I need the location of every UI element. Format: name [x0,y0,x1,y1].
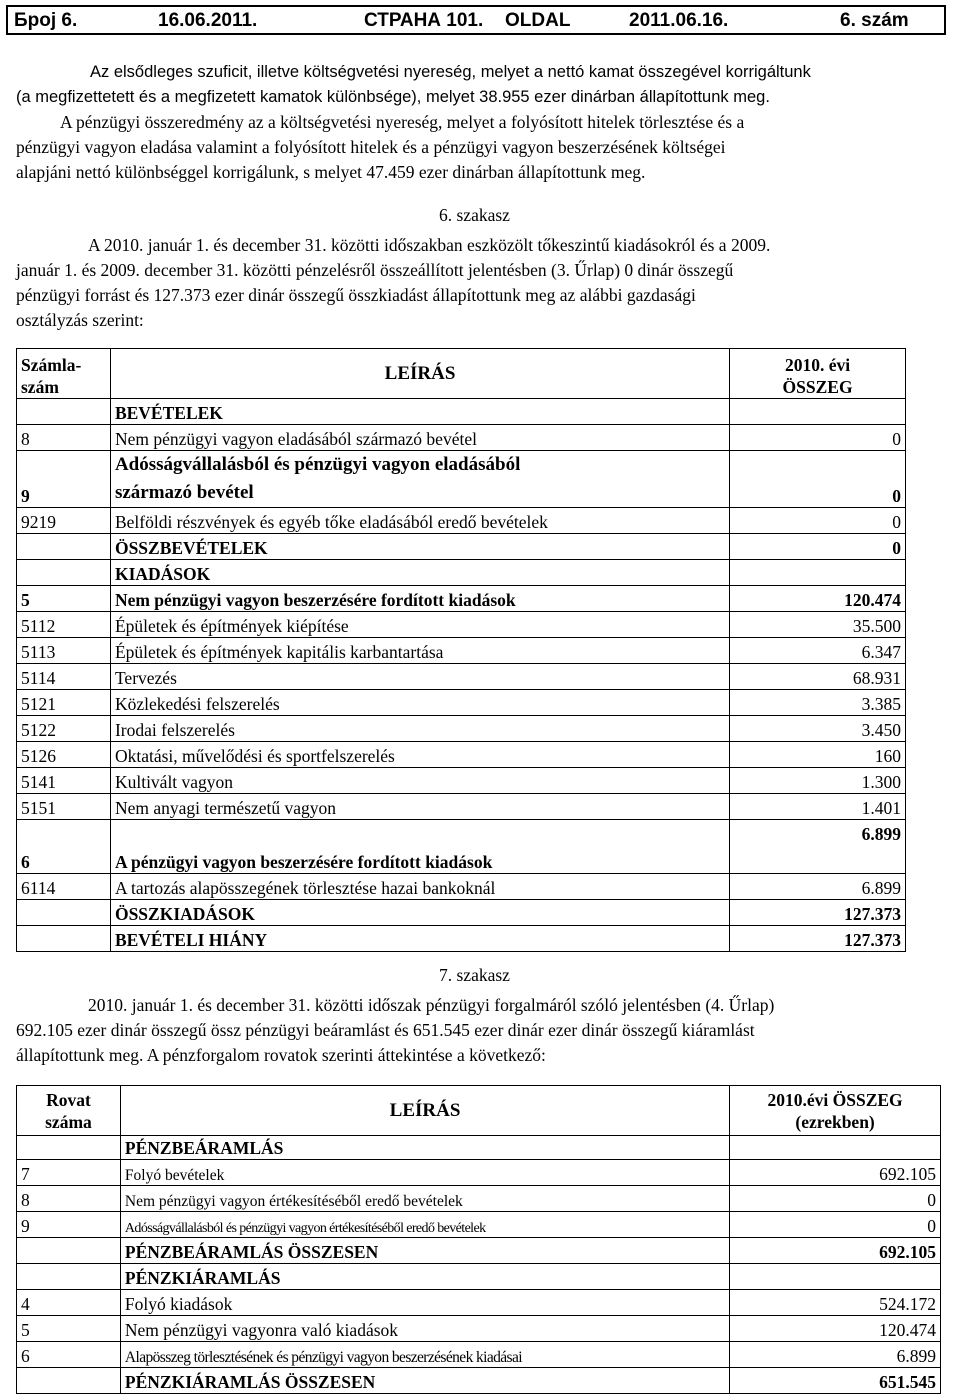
table-row: 5112 Épületek és építmények kiépítése 35.500 [17,612,906,638]
date-hu: 2011.06.16. [629,10,729,31]
page-label-hu: OLDAL [505,10,571,31]
table-row: 6114 A tartozás alapösszegének törlesztése hazai bankoknál 6.899 [17,874,906,900]
intro-paragraph [16,60,952,185]
table-row: BEVÉTELI HIÁNY 127.373 [17,926,906,952]
table-row [17,1136,941,1160]
table-row: 8 Nem pénzügyi vagyon eladásából származó bevétel 0 [17,425,906,451]
table-row [17,1264,941,1290]
header-description: LEÍRÁS [110,349,729,399]
header-amount: 2010.évi ÖSSZEG (ezrekben) [730,1086,941,1136]
intro-line: alapjáni nettó különbséggel korrigálunk, s melyet 47.459 ezer dinárban állapítottunk meg. [16,162,646,182]
table-row: PÉNZBEÁRAMLÁS ÖSSZESEN 692.105 [17,1238,941,1264]
header-account: Számla- szám [17,349,111,399]
section-7-line: állapítottunk meg. A pénzforgalom rovatok szerinti áttekintése a következő: [16,1045,546,1065]
table-row: 6 A pénzügyi vagyon beszerzésére fordított kiadások 6.899 [17,820,906,874]
expenditures-heading: KIADÁSOK [110,560,729,586]
table-row: 4 Folyó kiadások 524.172 [17,1290,941,1316]
table-row: 9 Adósságvállalásból és pénzügyi vagyon eladásából származó bevétel 0 [17,451,906,508]
table-row: PÉNZKIÁRAMLÁS ÖSSZESEN 651.545 [17,1368,941,1394]
header-description: LEÍRÁS [120,1086,729,1136]
table-row: 8 Nem pénzügyi vagyon értékesítéséből eredő bevételek 0 [17,1186,941,1212]
section-6-title: 6. szakasz [439,205,510,225]
page-header [6,5,946,35]
section-7-line: 2010. január 1. és december 31. közötti időszak pénzügyi forgalmáról szóló jelentésben (4. Űrlap) [88,995,775,1015]
expenditure-table [16,348,906,952]
section-7-title: 7. szakasz [439,965,510,985]
header-amount: 2010. évi ÖSSZEG [730,349,906,399]
intro-line: Az elsődleges szuficit, illetve költségvetési nyereség, melyet a nettó kamat összegével korrigáltunk [90,63,811,81]
table-row: 7 Folyó bevételek 692.105 [17,1160,941,1186]
table-row: 9 Adósságvállalásból és pénzügyi vagyon értékesítéséből eredő bevételek 0 [17,1212,941,1238]
table-row: 5114 Tervezés 68.931 [17,664,906,690]
inflow-heading: PÉNZBEÁRAMLÁS [120,1136,729,1160]
page-label-sr: СТРАНА 101. [364,10,484,31]
table-header-row [17,1086,941,1136]
table-row: ÖSSZKIADÁSOK 127.373 [17,900,906,926]
table-row [17,560,906,586]
table-row: 5 Nem pénzügyi vagyon beszerzésére fordított kiadások 120.474 [17,586,906,612]
cashflow-table [16,1085,941,1394]
table-row: 5 Nem pénzügyi vagyonra való kiadások 120.474 [17,1316,941,1342]
intro-line: (a megfizettetett és a megfizetett kamatok különbsége), melyet 38.955 ezer dinárban állapítottunk meg. [16,88,770,106]
intro-line: A pénzügyi összeredmény az a költségvetési nyereség, melyet a folyósított hitelek törlesztése és a [60,112,745,132]
table-row: 5126 Oktatási, művelődési és sportfelszerelés 160 [17,742,906,768]
issue-number-sr: Број 6. [14,10,78,31]
table-header-row [17,349,906,399]
table-row: 5151 Nem anyagi természetű vagyon 1.401 [17,794,906,820]
section-6-line: A 2010. január 1. és december 31. közötti időszakban eszközölt tőkeszintű kiadásokról és a 2009. [88,235,771,255]
table-row: 5121 Közlekedési felszerelés 3.385 [17,690,906,716]
table-row: ÖSSZBEVÉTELEK 0 [17,534,906,560]
header-row-number: Rovat száma [17,1086,121,1136]
table-row [17,399,906,425]
table-row: 5122 Irodai felszerelés 3.450 [17,716,906,742]
section-6-text [16,233,952,333]
section-6-line: osztályzás szerint: [16,310,144,330]
section-7-text [16,993,952,1068]
table-row: 6 Alapösszeg törlesztésének és pénzügyi vagyon beszerzésének kiadásai 6.899 [17,1342,941,1368]
revenues-heading: BEVÉTELEK [110,399,729,425]
section-7-line: 692.105 ezer dinár összegű össz pénzügyi beáramlást és 651.545 ezer dinár ezer dinár összegű kiáramlást [16,1020,755,1040]
table-row: 5141 Kultivált vagyon 1.300 [17,768,906,794]
section-6-line: január 1. és 2009. december 31. közötti pénzelésről összeállított jelentésben (3. Űrlap) 0 dinár összegű [16,260,734,280]
section-6-line: pénzügyi forrást és 127.373 ezer dinár összegű összkiadást állapítottunk meg az alábbi gazdasági [16,285,696,305]
outflow-heading: PÉNZKIÁRAMLÁS [120,1264,729,1290]
date-sr: 16.06.2011. [158,10,258,31]
table-row: 9219 Belföldi részvények és egyéb tőke eladásából eredő bevételek 0 [17,508,906,534]
intro-line: pénzügyi vagyon eladása valamint a folyósított hitelek és a pénzügyi vagyon beszerzésének költségei [16,137,726,157]
table-row: 5113 Épületek és építmények kapitális karbantartása 6.347 [17,638,906,664]
issue-number-hu: 6. szám [840,10,909,31]
